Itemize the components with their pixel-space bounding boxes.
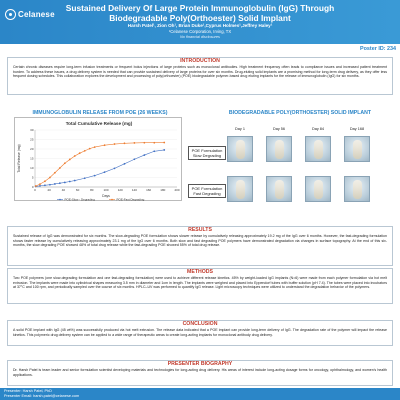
data-point-0 (94, 175, 96, 177)
x-tick-label: 100 (103, 188, 109, 192)
chart-title: Total Cumulative Release (mg) (65, 121, 133, 126)
x-tick-label: 80 (90, 188, 94, 192)
presenter-section (7, 360, 393, 386)
poster-header (0, 0, 400, 44)
poster-footer (0, 388, 400, 400)
fast-implant-image-day-84 (305, 176, 331, 202)
data-point-1 (54, 172, 56, 174)
y-tick-label: 0 (31, 185, 34, 189)
day-label-84: Day 84 (311, 127, 325, 131)
fast-implant-image-day-1 (227, 176, 253, 202)
legend-marker-0 (59, 199, 61, 201)
slow-implant-image-day-56 (266, 136, 292, 162)
legend-label-0: POE-Slow - Degrading (64, 197, 95, 202)
day-label-168: Day 168 (349, 127, 365, 131)
x-tick-label: 20 (47, 188, 51, 192)
footer-presenter: Presenter: Harsh Patel, PhD (4, 389, 52, 393)
data-point-0 (54, 183, 56, 185)
data-point-1 (89, 148, 91, 150)
celanese-logo-icon (5, 9, 16, 20)
data-point-0 (39, 185, 41, 187)
data-point-1 (64, 162, 66, 164)
introduction-heading: INTRODUCTION (180, 58, 220, 64)
celanese-logo (5, 7, 61, 21)
poster-authors: Harsh Patel¹, Zion Oh¹, Brian Duke¹,Cyprus Holmes¹,Jeffrey Haley¹ (127, 23, 273, 28)
y-axis-label: Total Release (mg) (17, 144, 21, 173)
cumulative-release-chart (14, 117, 182, 201)
x-tick-label: 60 (75, 188, 80, 192)
data-point-0 (64, 182, 66, 184)
results-section (7, 226, 393, 266)
data-point-1 (59, 167, 61, 169)
poster-disclosures: No financial disclosures (180, 35, 220, 39)
slow-implant-image-day-84 (305, 136, 331, 162)
fast-implant-image-day-56 (266, 176, 292, 202)
poster-title: Sustained Delivery Of Large Protein Immunoglobulin (IgG) Through Biodegradable Poly(Orthoester) Solid Implant (65, 3, 335, 23)
footer-email: Presenter Email: harsh.patel@celanese.com (4, 394, 80, 398)
introduction-section (7, 57, 393, 95)
data-point-0 (49, 184, 51, 186)
conclusion-heading: CONCLUSION (182, 321, 218, 327)
data-point-0 (163, 149, 165, 151)
data-point-0 (104, 171, 106, 173)
x-tick-label: 200 (174, 188, 180, 192)
data-point-0 (134, 158, 136, 160)
data-point-0 (59, 182, 61, 184)
presenter-body: Dr. Harsh Patel is team leader and senior formulation scientist developing materials and technologies for long-acting drug delivery. His areas of interest include long-acting dosage forms for oncology, ophthalmology, and women's health applications. (13, 368, 387, 377)
introduction-body: Certain chronic diseases require long-term infusion treatments or frequent bolus injections of large proteins such as monoclonal antibodies. High treatment frequency often leads to compliance issues and increased patient treatment burden. To address these issues, a drug delivery system is needed that can provide sustained delivery of large proteins for over six months. Drug-eluting solid implants are a promising method for long-term drug delivery, as they offer less frequent dosing schedules. This collaboration explores the development and processing of poly(orthoester) (POE) biodegradable polymer-based drug eluting implants for the release of immunoglobulin (IgG) for six months. (13, 65, 387, 79)
legend-label-1: POE-Fast Degrading (116, 197, 145, 202)
data-point-1 (35, 185, 37, 187)
data-point-1 (39, 183, 41, 185)
fast-implant-image-day-168 (344, 176, 370, 202)
conclusion-section (7, 320, 393, 346)
poster-affiliation: ¹Celanese Corporation, Irving, TX (168, 29, 232, 34)
day-label-1: Day 1 (235, 127, 245, 131)
data-point-1 (79, 152, 81, 154)
y-tick-label: 30 (30, 128, 34, 132)
fast-formulation-label: POE Formulation Fast Degrading (188, 184, 226, 198)
x-axis-label: Days (102, 194, 110, 198)
data-point-1 (49, 177, 51, 179)
day-label-56: Day 56 (272, 127, 286, 131)
methods-section (7, 268, 393, 304)
data-point-0 (143, 154, 145, 156)
methods-body: Two POE polymers (one slow-degrading formulation and one fast-degrading formulation) were used to achieve different release kinetics. 45% by weight-loaded IgG implants (N=6) were made from each polymer formulation via hot melt extrusion. The implants were made into cylindrical shapes measuring 3.5 mm in diameter and 1cm in length. The implants were weighed and placed into Eppendorf tubes with buffer solution (pH 7.4). The tubes were placed into incubators at 37°C and 100 rpm, and periodically sampled over the course of six months. HPLC–UV was performed to quantify IgG release. Light microscopy techniques were utilized to understand the degradation behavior of the polymers. (13, 276, 387, 290)
data-point-1 (44, 180, 46, 182)
y-tick-label: 5 (31, 175, 34, 180)
data-point-1 (69, 159, 71, 161)
methods-heading: METHODS (187, 269, 213, 275)
legend-marker-1 (111, 199, 113, 201)
y-tick-label: 15 (30, 156, 34, 161)
data-point-1 (134, 142, 136, 144)
data-point-0 (69, 181, 71, 183)
data-point-0 (114, 167, 116, 169)
data-point-1 (104, 144, 106, 146)
slow-implant-image-day-168 (344, 136, 370, 162)
data-point-0 (74, 180, 76, 182)
logo-text: Celanese (18, 9, 55, 19)
poster-id: Poster ID: 234 (360, 46, 396, 52)
data-point-1 (163, 142, 165, 144)
slow-implant-image-day-1 (227, 136, 253, 162)
data-point-0 (44, 184, 46, 186)
data-point-0 (84, 177, 86, 179)
data-point-0 (124, 163, 126, 165)
presenter-heading: PRESENTER BIOGRAPHY (167, 361, 233, 367)
data-point-1 (153, 142, 155, 144)
results-body: Sustained release of IgG was demonstrated for six months. The slow-degrading POE formulation shows slower release by cumulatively releasing approximately 19.2 mg of the IgG over 6 months. However, the fast-degrading formulation shows faster release by cumulatively releasing approximately 23.1 mg of the IgG over 6 months. Both slow and fast degrading POE polymers have demonstrated degradation via changes in surface topography. At the end of this six-months, the slow degrading POE showed 48% of total drug release while the fast-degrading POE showed 55% of total drug release. (13, 234, 387, 248)
y-tick-label: 25 (30, 137, 34, 142)
chart-svg (15, 118, 183, 202)
results-heading: RESULTS (188, 227, 212, 233)
x-tick-label: 40 (61, 188, 66, 192)
release-figure-title: IMMUNOGLOBULIN RELEASE FROM POE (26 WEEKS) (32, 110, 168, 116)
data-point-0 (153, 150, 155, 152)
data-point-1 (74, 155, 76, 157)
data-point-1 (124, 142, 126, 144)
x-tick-label: 120 (117, 188, 123, 192)
y-tick-label: 20 (30, 147, 34, 151)
data-point-1 (114, 143, 116, 145)
data-point-1 (94, 146, 96, 148)
y-tick-label: 10 (30, 166, 34, 170)
slow-formulation-label: POE Formulation Slow Degrading (188, 146, 226, 160)
implant-figure-title: BIODEGRADABLE POLY(ORTHOESTER) SOLID IMPLANT (228, 110, 372, 116)
x-tick-label: 0 (34, 188, 36, 192)
conclusion-body: A solid POE implant with IgG (45 wt%) was successfully produced via hot melt extrusion. The release data indicated that a POE implant can provide long-term delivery of IgG. The degradation rate of the polymer will impact the release kinetics. This polymeric drug delivery system can be applied to a wide range of therapeutic areas to create long-acting implants for monoclonal antibody drug delivery. (13, 328, 387, 337)
data-point-1 (84, 150, 86, 152)
x-tick-label: 140 (131, 188, 137, 192)
x-tick-label: 180 (160, 188, 166, 192)
data-point-1 (143, 142, 145, 144)
x-tick-label: 160 (146, 188, 152, 192)
